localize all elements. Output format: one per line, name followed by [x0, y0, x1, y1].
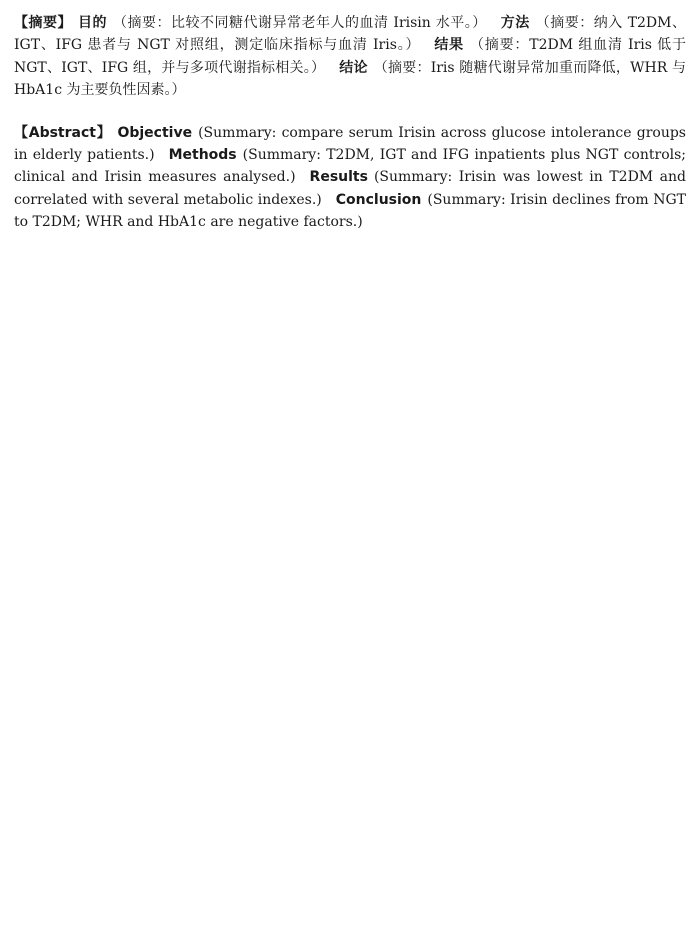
en-results-label: Results: [309, 169, 368, 186]
en-objective-label: Objective: [117, 124, 193, 141]
english-abstract: [14, 122, 686, 234]
zh-results-text: （摘要：T2DM 组血清 Iris 低于 NGT、IGT、IFG 组，并与多项代谢指标相关。）: [14, 37, 687, 76]
section-gap: [14, 102, 686, 122]
zh-objective-label: 目的: [78, 15, 107, 31]
en-conclusion-text: (Summary: Irisin declines from NGT to T2DM; WHR and HbA1c are negative factors.): [14, 191, 686, 231]
zh-conclusion-text: （摘要：Iris 随糖代谢异常加重而降低，WHR 与 HbA1c 为主要负性因素。）: [14, 59, 686, 99]
zh-conclusion-label: 结论: [339, 59, 368, 76]
zh-results-label: 结果: [434, 37, 464, 54]
en-results-text: (Summary: Irisin was lowest in T2DM and correlated with several metabolic indexes.): [14, 169, 686, 208]
en-abstract-tag: 【Abstract】: [14, 124, 112, 141]
zh-methods-label: 方法: [500, 15, 530, 31]
en-objective-text: (Summary: compare serum Irisin across glucose intolerance groups in elderly patients.): [14, 124, 686, 163]
zh-abstract-tag: 【摘要】: [14, 15, 72, 31]
en-methods-text: (Summary: T2DM, IGT and IFG inpatients plus NGT controls; clinical and Irisin measures analysed.): [14, 146, 687, 186]
zh-methods-text: （摘要：纳入 T2DM、IGT、IFG 患者与 NGT 对照组，测定临床指标与血清 Iris。）: [14, 15, 686, 54]
zh-objective-text: （摘要：比较不同糖代谢异常老年人的血清 Irisin 水平。）: [113, 15, 487, 31]
en-conclusion-label: Conclusion: [335, 191, 422, 208]
chinese-abstract: [14, 12, 686, 102]
en-methods-label: Methods: [168, 146, 237, 163]
